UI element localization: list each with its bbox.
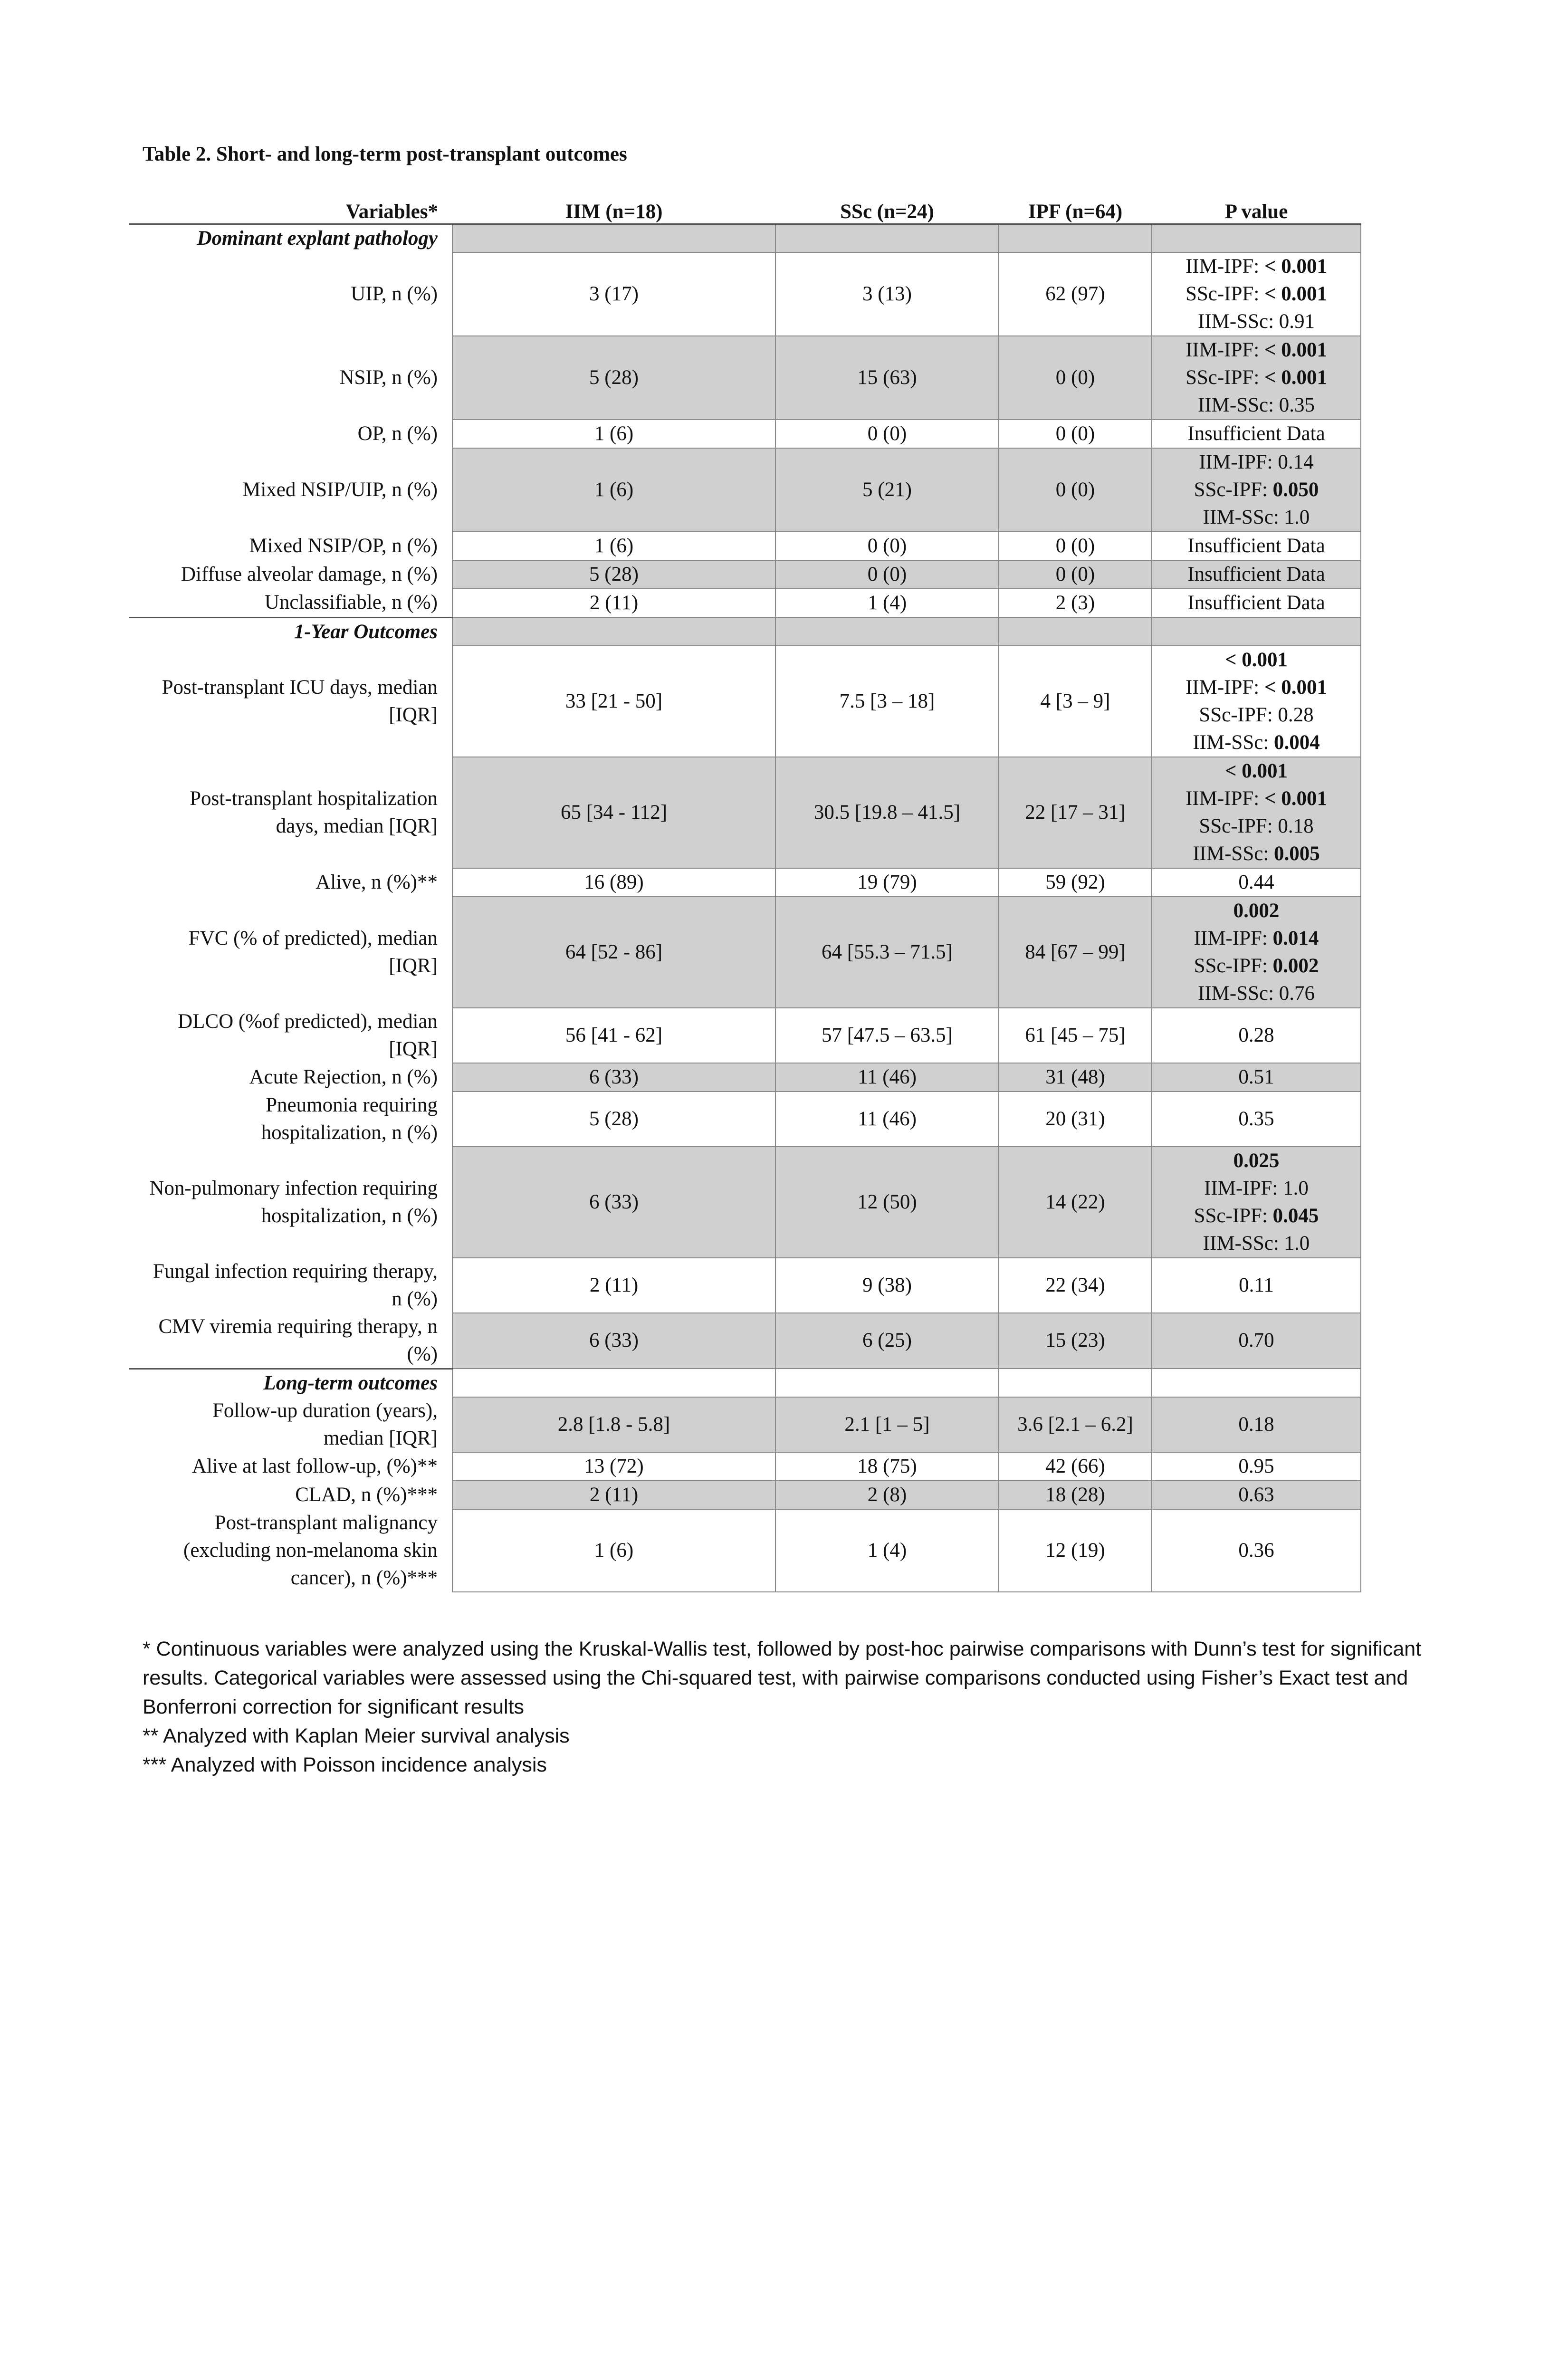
p-value-text: 0.11	[1239, 1274, 1274, 1296]
variable-label: Alive, n (%)**	[129, 868, 452, 897]
p-value-text: SSc-IPF:	[1185, 283, 1265, 305]
p-value-line	[1156, 1411, 1357, 1438]
ipf-value-cell: 42 (66)	[999, 1452, 1152, 1481]
ssc-value-cell: 11 (46)	[775, 1063, 999, 1092]
table-row	[129, 448, 1361, 532]
ssc-value-cell: 7.5 [3 – 18]	[775, 646, 999, 757]
variable-label: CMV viremia requiring therapy, n (%)	[129, 1313, 452, 1369]
p-value-text: IIM-IPF: 0.14	[1199, 451, 1314, 473]
p-value-text: IIM-SSc: 0.91	[1197, 310, 1315, 333]
p-value-text: SSc-IPF: 0.28	[1199, 703, 1314, 726]
ssc-value-cell: 6 (25)	[775, 1313, 999, 1369]
variable-label: Alive at last follow-up, (%)**	[129, 1452, 452, 1481]
p-value-text: IIM-SSc: 1.0	[1203, 506, 1310, 528]
section-fill-cell	[1152, 224, 1361, 253]
p-value-text: 0.28	[1238, 1024, 1274, 1046]
p-value-text: SSc-IPF:	[1194, 1204, 1273, 1227]
ipf-value-cell: 0 (0)	[999, 420, 1152, 448]
p-value-line	[1156, 336, 1357, 364]
variable-label: Unclassifiable, n (%)	[129, 589, 452, 617]
p-value-cell	[1152, 1313, 1361, 1369]
table-row	[129, 420, 1361, 448]
table-row	[129, 252, 1361, 336]
p-value-text: Insufficient Data	[1187, 535, 1325, 557]
p-value-text: 0.51	[1238, 1065, 1274, 1088]
iim-value-cell: 6 (33)	[452, 1063, 775, 1092]
ipf-value-cell: 61 [45 – 75]	[999, 1008, 1152, 1063]
outcomes-table	[129, 195, 1361, 1592]
p-value-significant: 0.002	[1233, 899, 1280, 922]
p-value-significant: 0.014	[1272, 927, 1319, 949]
p-value-text: 0.36	[1238, 1539, 1274, 1562]
p-value-text: IIM-SSc: 0.35	[1197, 394, 1315, 416]
ipf-value-cell: 15 (23)	[999, 1313, 1152, 1369]
p-value-line	[1156, 1453, 1357, 1480]
p-value-text: SSc-IPF:	[1194, 479, 1273, 501]
ipf-value-cell: 0 (0)	[999, 532, 1152, 560]
p-value-line	[1156, 1022, 1357, 1049]
p-value-line	[1156, 980, 1357, 1007]
p-value-significant: 0.050	[1272, 479, 1319, 501]
header-variables: Variables*	[129, 195, 452, 224]
p-value-line	[1156, 646, 1357, 674]
p-value-line	[1156, 561, 1357, 588]
p-value-line	[1156, 280, 1357, 308]
table-row	[129, 757, 1361, 868]
section-fill-cell	[999, 617, 1152, 646]
iim-value-cell: 2 (11)	[452, 1258, 775, 1313]
iim-value-cell: 6 (33)	[452, 1313, 775, 1369]
p-value-line	[1156, 1481, 1357, 1509]
p-value-cell	[1152, 757, 1361, 868]
ssc-value-cell: 5 (21)	[775, 448, 999, 532]
p-value-significant: < 0.001	[1264, 339, 1328, 361]
p-value-line	[1156, 925, 1357, 952]
ssc-value-cell: 64 [55.3 – 71.5]	[775, 897, 999, 1008]
p-value-text: 0.70	[1238, 1329, 1274, 1352]
ipf-value-cell: 0 (0)	[999, 560, 1152, 589]
variable-label: Post-transplant ICU days, median [IQR]	[129, 646, 452, 757]
table-row	[129, 1452, 1361, 1481]
p-value-line	[1156, 729, 1357, 757]
p-value-text: SSc-IPF: 0.18	[1199, 814, 1314, 837]
ssc-value-cell: 1 (4)	[775, 589, 999, 617]
p-value-line	[1156, 1202, 1357, 1230]
variable-label: UIP, n (%)	[129, 252, 452, 336]
iim-value-cell: 64 [52 - 86]	[452, 897, 775, 1008]
table-row	[129, 589, 1361, 617]
p-value-line	[1156, 840, 1357, 868]
p-value-text: IIM-IPF:	[1194, 927, 1273, 949]
p-value-line	[1156, 1175, 1357, 1202]
footnote: * Continuous variables were analyzed using the Kruskal-Wallis test, followed by post-hoc pairwise comparisons with Dunn’s test for significant results. Categorical variables were assessed using the Chi-squared test, with pairwise comparisons conducted using Fisher’s Exact test and Bonferroni correction for significant results	[143, 1638, 1422, 1718]
p-value-significant: 0.005	[1274, 842, 1320, 865]
p-value-text: IIM-SSc:	[1193, 731, 1274, 754]
section-fill-cell	[775, 1369, 999, 1397]
iim-value-cell: 1 (6)	[452, 448, 775, 532]
table-body	[129, 224, 1361, 1592]
p-value-line	[1156, 813, 1357, 840]
p-value-cell	[1152, 646, 1361, 757]
p-value-line	[1156, 869, 1357, 896]
p-value-line	[1156, 449, 1357, 476]
p-value-significant: 0.004	[1274, 731, 1320, 754]
table-row	[129, 868, 1361, 897]
p-value-line	[1156, 308, 1357, 335]
p-value-significant: < 0.001	[1264, 366, 1328, 389]
p-value-line	[1156, 364, 1357, 392]
p-value-text: IIM-IPF: 1.0	[1204, 1177, 1309, 1199]
section-fill-cell	[452, 1369, 775, 1397]
section-fill-cell	[775, 224, 999, 253]
section-fill-cell	[452, 224, 775, 253]
ipf-value-cell: 84 [67 – 99]	[999, 897, 1152, 1008]
ipf-value-cell: 12 (19)	[999, 1509, 1152, 1592]
table-row	[129, 646, 1361, 757]
p-value-cell	[1152, 420, 1361, 448]
iim-value-cell: 13 (72)	[452, 1452, 775, 1481]
p-value-cell	[1152, 1258, 1361, 1313]
iim-value-cell: 1 (6)	[452, 532, 775, 560]
ssc-value-cell: 57 [47.5 – 63.5]	[775, 1008, 999, 1063]
section-row	[129, 224, 1361, 253]
p-value-text: IIM-IPF:	[1185, 787, 1265, 810]
p-value-significant: < 0.001	[1264, 283, 1328, 305]
ssc-value-cell: 30.5 [19.8 – 41.5]	[775, 757, 999, 868]
variable-label: Fungal infection requiring therapy, n (%)	[129, 1258, 452, 1313]
variable-label: CLAD, n (%)***	[129, 1481, 452, 1509]
variable-label: Pneumonia requiring hospitalization, n (%)	[129, 1092, 452, 1147]
ipf-value-cell: 2 (3)	[999, 589, 1152, 617]
ssc-value-cell: 19 (79)	[775, 868, 999, 897]
p-value-significant: 0.025	[1233, 1149, 1280, 1172]
p-value-text: 0.44	[1238, 871, 1274, 893]
p-value-line	[1156, 1537, 1357, 1564]
header-ssc: SSc (n=24)	[775, 195, 999, 224]
ipf-value-cell: 18 (28)	[999, 1481, 1152, 1509]
p-value-cell	[1152, 336, 1361, 420]
iim-value-cell: 2 (11)	[452, 589, 775, 617]
variable-label: Mixed NSIP/OP, n (%)	[129, 532, 452, 560]
ipf-value-cell: 22 [17 – 31]	[999, 757, 1152, 868]
p-value-line	[1156, 952, 1357, 980]
p-value-text: Insufficient Data	[1187, 563, 1325, 585]
p-value-line	[1156, 1272, 1357, 1299]
header-ipf: IPF (n=64)	[999, 195, 1152, 224]
p-value-cell	[1152, 868, 1361, 897]
ssc-value-cell: 0 (0)	[775, 420, 999, 448]
p-value-significant: < 0.001	[1264, 787, 1328, 810]
ipf-value-cell: 20 (31)	[999, 1092, 1152, 1147]
table-row	[129, 336, 1361, 420]
p-value-line	[1156, 1147, 1357, 1175]
iim-value-cell: 1 (6)	[452, 420, 775, 448]
table-row	[129, 1147, 1361, 1258]
p-value-text: IIM-SSc:	[1193, 842, 1274, 865]
variable-label: Post-transplant hospitalization days, median [IQR]	[129, 757, 452, 868]
table-row	[129, 1313, 1361, 1369]
footnote: ** Analyzed with Kaplan Meier survival analysis	[143, 1725, 570, 1747]
iim-value-cell: 1 (6)	[452, 1509, 775, 1592]
section-fill-cell	[999, 1369, 1152, 1397]
p-value-cell	[1152, 589, 1361, 617]
p-value-significant: < 0.001	[1264, 676, 1328, 699]
p-value-significant: < 0.001	[1224, 759, 1288, 782]
table-row	[129, 1063, 1361, 1092]
section-fill-cell	[1152, 1369, 1361, 1397]
p-value-significant: 0.045	[1272, 1204, 1319, 1227]
iim-value-cell: 65 [34 - 112]	[452, 757, 775, 868]
variable-label: NSIP, n (%)	[129, 336, 452, 420]
table-row	[129, 1258, 1361, 1313]
iim-value-cell: 5 (28)	[452, 1092, 775, 1147]
p-value-text: IIM-SSc: 0.76	[1197, 982, 1315, 1005]
variable-label: Mixed NSIP/UIP, n (%)	[129, 448, 452, 532]
p-value-text: Insufficient Data	[1187, 422, 1325, 445]
section-row	[129, 1369, 1361, 1397]
ssc-value-cell: 2 (8)	[775, 1481, 999, 1509]
p-value-line	[1156, 476, 1357, 504]
p-value-significant: < 0.001	[1264, 255, 1328, 278]
iim-value-cell: 6 (33)	[452, 1147, 775, 1258]
table-row	[129, 897, 1361, 1008]
table-row	[129, 1397, 1361, 1452]
p-value-line	[1156, 1327, 1357, 1354]
p-value-text: Insufficient Data	[1187, 592, 1325, 614]
p-value-cell	[1152, 1397, 1361, 1452]
p-value-line	[1156, 392, 1357, 419]
footnote: *** Analyzed with Poisson incidence analysis	[143, 1753, 547, 1776]
section-fill-cell	[1152, 617, 1361, 646]
ssc-value-cell: 0 (0)	[775, 532, 999, 560]
p-value-line	[1156, 674, 1357, 701]
ssc-value-cell: 9 (38)	[775, 1258, 999, 1313]
table-row	[129, 1008, 1361, 1063]
p-value-line	[1156, 757, 1357, 785]
table-row	[129, 560, 1361, 589]
iim-value-cell: 5 (28)	[452, 560, 775, 589]
p-value-line	[1156, 420, 1357, 448]
iim-value-cell: 3 (17)	[452, 252, 775, 336]
p-value-cell	[1152, 1092, 1361, 1147]
header-iim: IIM (n=18)	[452, 195, 775, 224]
ssc-value-cell: 1 (4)	[775, 1509, 999, 1592]
p-value-text: SSc-IPF:	[1185, 366, 1265, 389]
p-value-text: 0.35	[1238, 1107, 1274, 1130]
p-value-cell	[1152, 252, 1361, 336]
p-value-line	[1156, 1230, 1357, 1257]
p-value-text: IIM-IPF:	[1185, 339, 1265, 361]
ipf-value-cell: 0 (0)	[999, 336, 1152, 420]
p-value-line	[1156, 897, 1357, 925]
ipf-value-cell: 59 (92)	[999, 868, 1152, 897]
p-value-line	[1156, 532, 1357, 560]
section-fill-cell	[999, 224, 1152, 253]
header-p-value: P value	[1152, 195, 1361, 224]
variable-label: Diffuse alveolar damage, n (%)	[129, 560, 452, 589]
table-title: Table 2. Short- and long-term post-transplant outcomes	[143, 143, 627, 165]
ssc-value-cell: 18 (75)	[775, 1452, 999, 1481]
ssc-value-cell: 3 (13)	[775, 252, 999, 336]
p-value-cell	[1152, 897, 1361, 1008]
iim-value-cell: 56 [41 - 62]	[452, 1008, 775, 1063]
table-row	[129, 1092, 1361, 1147]
variable-label: Acute Rejection, n (%)	[129, 1063, 452, 1092]
table-row	[129, 1481, 1361, 1509]
section-fill-cell	[775, 617, 999, 646]
p-value-text: IIM-SSc: 1.0	[1203, 1232, 1310, 1255]
p-value-text: 0.63	[1238, 1483, 1274, 1506]
table-row	[129, 532, 1361, 560]
p-value-cell	[1152, 1008, 1361, 1063]
variable-label: FVC (% of predicted), median [IQR]	[129, 897, 452, 1008]
footnotes	[143, 1635, 1425, 1780]
iim-value-cell: 16 (89)	[452, 868, 775, 897]
section-label: 1-Year Outcomes	[129, 617, 452, 646]
ipf-value-cell: 14 (22)	[999, 1147, 1152, 1258]
p-value-cell	[1152, 448, 1361, 532]
ipf-value-cell: 22 (34)	[999, 1258, 1152, 1313]
variable-label: Non-pulmonary infection requiring hospitalization, n (%)	[129, 1147, 452, 1258]
p-value-line	[1156, 785, 1357, 813]
table-row	[129, 1509, 1361, 1592]
ipf-value-cell: 0 (0)	[999, 448, 1152, 532]
iim-value-cell: 2.8 [1.8 - 5.8]	[452, 1397, 775, 1452]
section-fill-cell	[452, 617, 775, 646]
iim-value-cell: 5 (28)	[452, 336, 775, 420]
p-value-text: IIM-IPF:	[1185, 255, 1265, 278]
variable-label: DLCO (%of predicted), median [IQR]	[129, 1008, 452, 1063]
variable-label: Post-transplant malignancy (excluding non-melanoma skin cancer), n (%)***	[129, 1509, 452, 1592]
p-value-cell	[1152, 1147, 1361, 1258]
p-value-text: 0.18	[1238, 1413, 1274, 1436]
p-value-text: 0.95	[1238, 1455, 1274, 1477]
header-row	[129, 195, 1361, 224]
iim-value-cell: 33 [21 - 50]	[452, 646, 775, 757]
p-value-line	[1156, 1063, 1357, 1091]
p-value-significant: 0.002	[1272, 954, 1319, 977]
p-value-text: IIM-IPF:	[1185, 676, 1265, 699]
ipf-value-cell: 4 [3 – 9]	[999, 646, 1152, 757]
p-value-cell	[1152, 1509, 1361, 1592]
ssc-value-cell: 2.1 [1 – 5]	[775, 1397, 999, 1452]
p-value-cell	[1152, 1452, 1361, 1481]
ipf-value-cell: 3.6 [2.1 – 6.2]	[999, 1397, 1152, 1452]
ipf-value-cell: 31 (48)	[999, 1063, 1152, 1092]
p-value-line	[1156, 701, 1357, 729]
iim-value-cell: 2 (11)	[452, 1481, 775, 1509]
ssc-value-cell: 12 (50)	[775, 1147, 999, 1258]
p-value-cell	[1152, 532, 1361, 560]
section-label: Long-term outcomes	[129, 1369, 452, 1397]
p-value-line	[1156, 1105, 1357, 1133]
p-value-significant: < 0.001	[1224, 648, 1288, 671]
ipf-value-cell: 62 (97)	[999, 252, 1152, 336]
variable-label: OP, n (%)	[129, 420, 452, 448]
p-value-line	[1156, 504, 1357, 531]
p-value-cell	[1152, 560, 1361, 589]
p-value-line	[1156, 589, 1357, 617]
ssc-value-cell: 15 (63)	[775, 336, 999, 420]
p-value-text: SSc-IPF:	[1194, 954, 1273, 977]
p-value-line	[1156, 253, 1357, 280]
ssc-value-cell: 11 (46)	[775, 1092, 999, 1147]
p-value-cell	[1152, 1481, 1361, 1509]
variable-label: Follow-up duration (years), median [IQR]	[129, 1397, 452, 1452]
section-row	[129, 617, 1361, 646]
p-value-cell	[1152, 1063, 1361, 1092]
section-label: Dominant explant pathology	[129, 224, 452, 253]
ssc-value-cell: 0 (0)	[775, 560, 999, 589]
